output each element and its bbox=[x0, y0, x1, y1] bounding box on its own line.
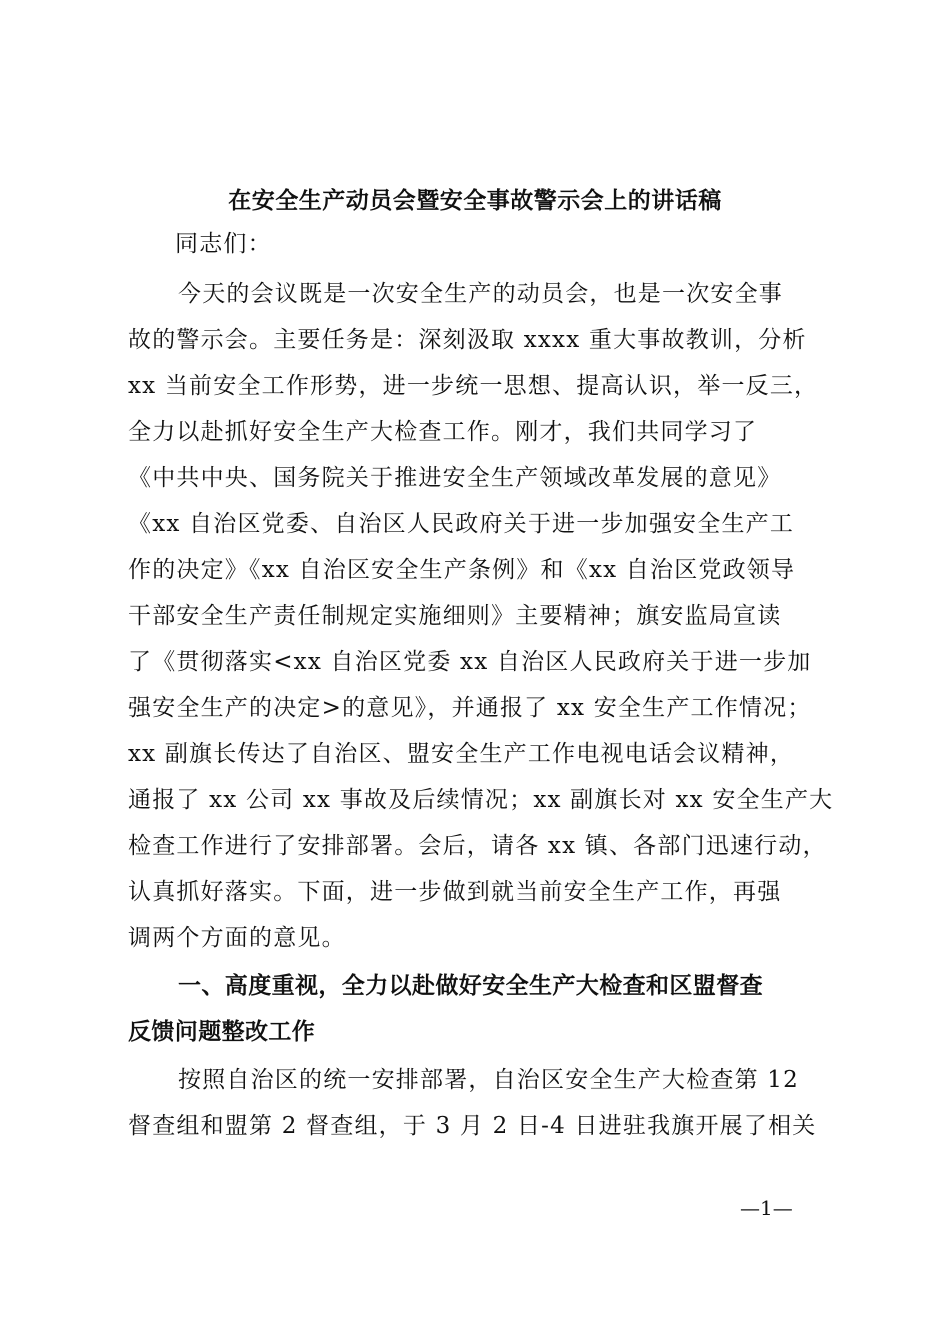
paragraph-line: 强安全生产的决定>的意见》，并通报了 xx 安全生产工作情况； bbox=[128, 695, 812, 721]
paragraph-line: 干部安全生产责任制规定实施细则》主要精神；旗安监局宣读 bbox=[128, 603, 782, 629]
section-heading: 反馈问题整改工作 bbox=[128, 1019, 316, 1045]
paragraph-line: 《xx 自治区党委、自治区人民政府关于进一步加强安全生产工 bbox=[128, 511, 795, 537]
paragraph-line: 调两个方面的意见。 bbox=[128, 925, 346, 951]
paragraph-line: 通报了 xx 公司 xx 事故及后续情况；xx 副旗长对 xx 安全生产大 bbox=[128, 787, 834, 813]
paragraph-line: 督查组和盟第 2 督查组，于 3 月 2 日-4 日进驻我旗开展了相关 bbox=[128, 1113, 817, 1139]
paragraph-line: 认真抓好落实。下面，进一步做到就当前安全生产工作，再强 bbox=[128, 879, 782, 905]
paragraph-line: 《中共中央、国务院关于推进安全生产领域改革发展的意见》 bbox=[128, 465, 782, 491]
salutation: 同志们： bbox=[175, 231, 272, 257]
paragraph-line: 全力以赴抓好安全生产大检查工作。刚才，我们共同学习了 bbox=[128, 419, 758, 445]
paragraph-line: xx 副旗长传达了自治区、盟安全生产工作电视电话会议精神， bbox=[128, 741, 795, 767]
paragraph-line: 按照自治区的统一安排部署，自治区安全生产大检查第 12 bbox=[178, 1067, 799, 1093]
paragraph-line: 了《贯彻落实<xx 自治区党委 xx 自治区人民政府关于进一步加 bbox=[128, 649, 812, 675]
paragraph-line: 作的决定》《xx 自治区安全生产条例》和《xx 自治区党政领导 bbox=[128, 557, 796, 583]
page-number: —1— bbox=[740, 1196, 793, 1220]
paragraph-line: 故的警示会。主要任务是：深刻汲取 xxxx 重大事故教训，分析 bbox=[128, 327, 807, 353]
section-heading: 一、高度重视，全力以赴做好安全生产大检查和区盟督查 bbox=[178, 973, 763, 999]
paragraph-line: xx 当前安全工作形势，进一步统一思想、提高认识，举一反三， bbox=[128, 373, 819, 399]
document-title: 在安全生产动员会暨安全事故警示会上的讲话稿 bbox=[228, 187, 722, 214]
paragraph-line: 今天的会议既是一次安全生产的动员会，也是一次安全事 bbox=[178, 281, 783, 307]
paragraph-line: 检查工作进行了安排部署。会后，请各 xx 镇、各部门迅速行动， bbox=[128, 833, 827, 859]
